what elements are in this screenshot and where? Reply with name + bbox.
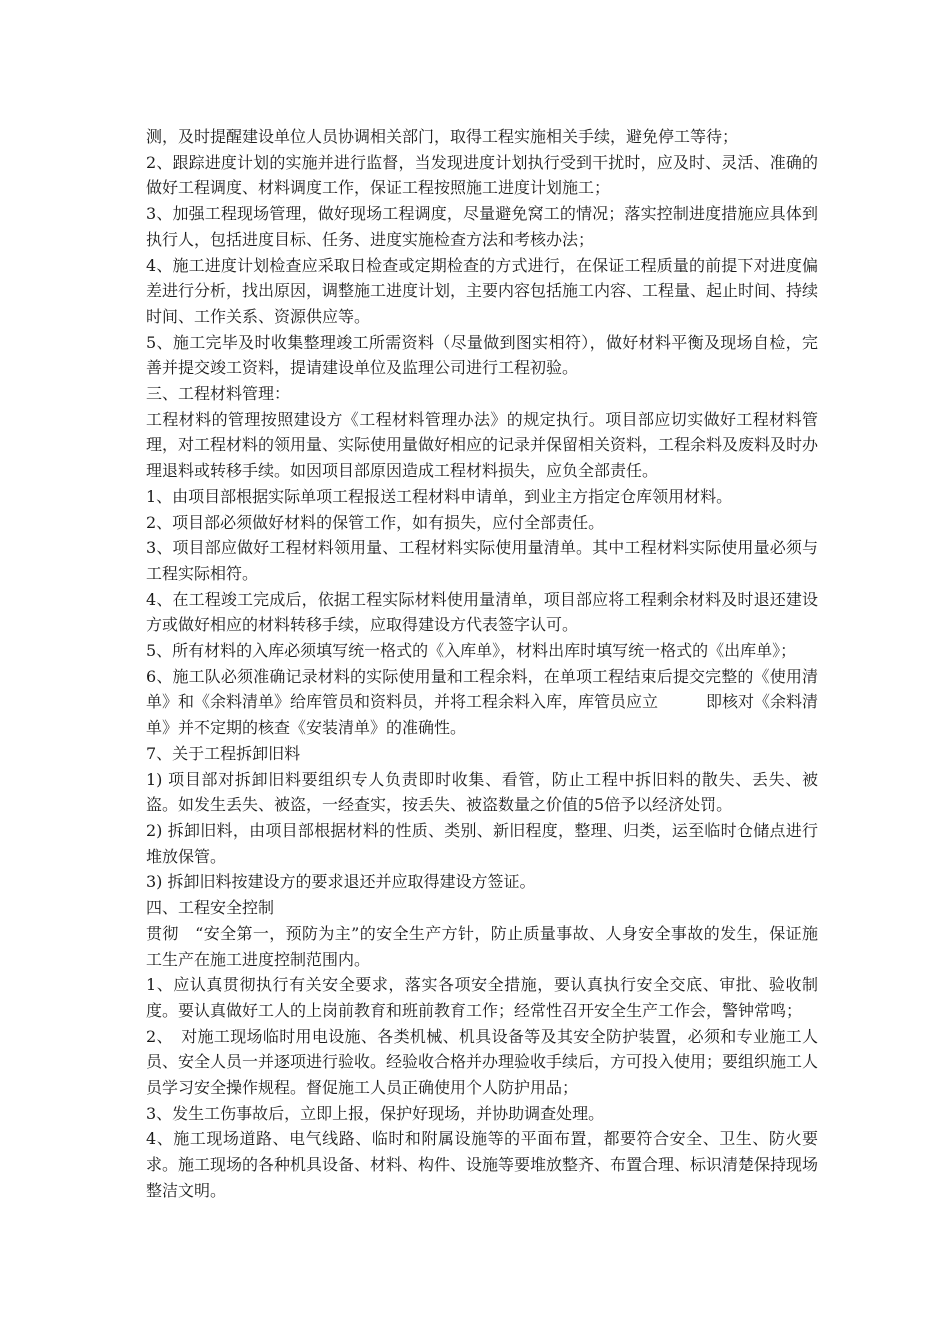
subsection-heading: 7、关于工程拆卸旧料 — [146, 743, 301, 763]
paragraph: 3) 拆卸旧料按建设方的要求退还并应取得建设方签证。 — [146, 872, 536, 892]
paragraph: 1) 项目部对拆卸旧料要组织专人负责即时收集、看管，防止工程中拆旧料的散失、丢失、被盗。如发生丢失、被盗，一经查实，按丢失、被盗数量之价值的5倍予以经济处罚。 — [146, 769, 818, 815]
paragraph: 3、项目部应做好工程材料领用量、工程材料实际使用量清单。其中工程材料实际使用量必须与工程实际相符。 — [146, 538, 818, 583]
section-heading: 四、工程安全控制 — [146, 898, 275, 918]
paragraph: 工程材料的管理按照建设方《工程材料管理办法》的规定执行。项目部应切实做好工程材料管理，对工程材料的领用量、实际使用量做好相应的记录并保留相关资料，工程余料及废料及时办理退料或转移手续。如因项目部原因造成工程材料损失，应负全部责任。 — [146, 409, 819, 481]
paragraph: 6、施工队必须准确记录材料的实际使用量和工程余料，在单项工程结束后提交完整的《使用清单》和《余料清单》给库管员和资料员，并将工程余料入库，库管员应立 即核对《余料清单》并不定期的核查《安装清单》的准确性。 — [146, 666, 819, 738]
paragraph: 4、施工进度计划检查应采取日检查或定期检查的方式进行，在保证工程质量的前提下对进度偏差进行分析，找出原因，调整施工进度计划，主要内容包括施工内容、工程量、起止时间、持续时间、工作关系、资源供应等。 — [146, 255, 819, 326]
paragraph: 1、应认真贯彻执行有关安全要求，落实各项安全措施，要认真执行安全交底、审批、验收制度。要认真做好工人的上岗前教育和班前教育工作；经常性召开安全生产工作会，警钟常鸣； — [146, 975, 818, 1020]
paragraph: 测，及时提醒建设单位人员协调相关部门，取得工程实施相关手续，避免停工等待； — [146, 127, 739, 146]
paragraph: 2、跟踪进度计划的实施并进行监督，当发现进度计划执行受到干扰时，应及时、灵活、准确的做好工程调度、材料调度工作，保证工程按照施工进度计划施工； — [146, 152, 818, 198]
paragraph: 2、项目部必须做好材料的保管工作，如有损失，应付全部责任。 — [146, 512, 605, 532]
paragraph: 4、施工现场道路、电气线路、临时和附属设施等的平面布置，都要符合安全、卫生、防火要求。施工现场的各种机具设备、材料、构件、设施等要堆放整齐、布置合理、标识清楚保持现场整洁文明。 — [146, 1129, 819, 1200]
paragraph: 贯彻 “安全第一，预防为主”的安全生产方针，防止质量事故、人身安全事故的发生，保证施工生产在施工进度控制范围内。 — [146, 923, 818, 969]
paragraph: 1、由项目部根据实际单项工程报送工程材料申请单，到业主方指定仓库领用材料。 — [146, 486, 733, 506]
paragraph: 3、加强工程现场管理，做好现场工程调度，尽量避免窝工的情况；落实控制进度措施应具体到执行人，包括进度目标、任务、进度实施检查方法和考核办法； — [146, 204, 818, 249]
document-body — [146, 124, 818, 1204]
paragraph: 5、施工完毕及时收集整理竣工所需资料（尽量做到图实相符），做好材料平衡及现场自检，完善并提交竣工资料，提请建设单位及监理公司进行工程初验。 — [146, 332, 818, 378]
paragraph: 3、发生工伤事故后，立即上报，保护好现场，并协助调查处理。 — [146, 1103, 605, 1123]
paragraph: 2) 拆卸旧料，由项目部根据材料的性质、类别、新旧程度，整理、归类，运至临时仓储点进行堆放保管。 — [146, 820, 818, 866]
section-heading: 三、工程材料管理： — [146, 384, 291, 404]
paragraph: 4、在工程竣工完成后，依据工程实际材料使用量清单，项目部应将工程剩余材料及时退还建设方或做好相应的材料转移手续，应取得建设方代表签字认可。 — [146, 589, 818, 635]
paragraph: 2、 对施工现场临时用电设施、各类机械、机具设备等及其安全防护装置，必须和专业施工人员、安全人员一并逐项进行验收。经验收合格并办理验收手续后，方可投入使用；要组织施工人员学习安全操作规程。督促施工人员正确使用个人防护用品； — [146, 1026, 819, 1098]
paragraph: 5、所有材料的入库必须填写统一格式的《入库单》，材料出库时填写统一格式的《出库单》； — [146, 641, 797, 661]
